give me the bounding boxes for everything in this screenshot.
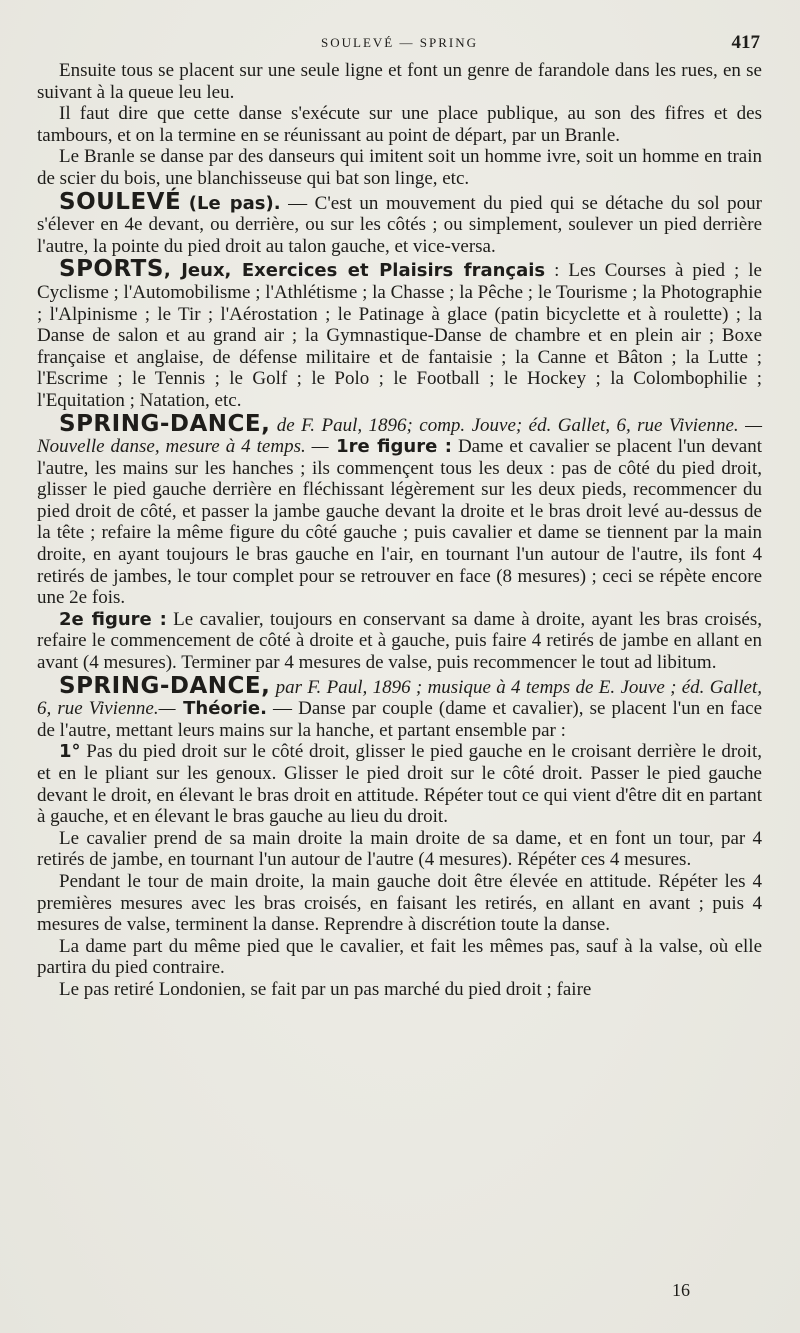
theorie-label: Théorie. <box>175 698 267 720</box>
entry-sports <box>37 256 762 411</box>
figure-2-label: 2e figure : <box>59 608 167 630</box>
headword-souleve-sub: (Le pas). <box>188 192 281 214</box>
headword-spring-dance-2: SPRING-DANCE, <box>59 672 271 699</box>
page-number: 417 <box>731 32 760 53</box>
entry-sports-text: : Les Courses à pied ; le Cyclisme ; l'Automobilisme ; l'Athlétisme ; la Chasse ; la Pêche ; le Tourisme ; la Photographie ; l'Alpinisme ; le Tir ; l'Aérostation ; le Patinage à glace (patin bicyclette et à roulette) ; la Danse de salon et au grand air ; la Gymnastique-Danse de chambre et en plein air ; Boxe française et anglaise, de défense militaire et de fantaisie ; la Canne et Bâton ; la Lutte ; l'Escrime ; le Tennis ; le Golf ; le Polo ; le Football ; le Hockey ; la Colombophilie ; l'Equitation ; Natation, etc. <box>37 260 762 411</box>
headword-sports-sub: , Jeux, Exercices et Plaisirs français <box>163 260 546 282</box>
paragraph-londonien: Le pas retiré Londonien, se fait par un pas marché du pied droit ; faire <box>59 978 592 1000</box>
step-1-label: 1° <box>59 741 81 763</box>
paragraph-figure-2 <box>37 609 762 674</box>
paragraph-branle: Le Branle se danse par des danseurs qui imitent soit un homme ivre, soit un homme en train de scier du bois, une blanchisseuse qui bat son linge, etc. <box>37 146 762 189</box>
paragraph-step-1 <box>37 741 762 827</box>
figure-1-label: 1re figure : <box>328 436 452 458</box>
step-1-text: Pas du pied droit sur le côté droit, glisser le pied gauche en le croisant derrière le droit, et en le pliant sur les genoux. Glisser le pied droit sur le côté droit. Passer le pied gauche devant le droit, en élevant le bras droit en attitude. Répéter tout ce qui vient d'être dit en partant à gauche, et en élevant le bras gauche au lieu du droit. <box>37 741 762 828</box>
body-text <box>37 60 762 1001</box>
entry-souleve-text: — C'est un mouvement du pied qui se détache du sol pour s'élever en 4e devant, ou derrière, ou sur les côtés ; ou simplement, soulever un pied derrière l'autre, la pointe du pied droit au talon gauche, et vice-versa. <box>37 192 763 257</box>
theorie-text: — Danse par couple (dame et cavalier), se placent l'un en face de l'autre, mettant leurs mains sur la hanche, et partant ensemble par : <box>37 698 763 741</box>
paragraph-cavalier: Le cavalier prend de sa main droite la main droite de sa dame, et en font un tour, par 4 retirés de jambe, en tournant l'un autour de l'autre (4 mesures). Répéter ces 4 mesures. <box>37 827 762 871</box>
paragraph-pendant: Pendant le tour de main droite, la main gauche doit être élevée en attitude. Répéter les 4 premières mesures avec les bras croisés, en faisant les retirés, en allant en avant ; puis 4 mesures de valse, terminent la danse. Reprendre à discrétion toute la danse. <box>37 870 762 936</box>
figure-2-text: Le cavalier, toujours en conservant sa dame à droite, ayant les bras croisés, refaire le commencement de côté à droite et à gauche, puis faire 4 retirés de jambe en allant en avant (4 mesures). Terminer par 4 mesures de valse, puis recommencer le tout ad libitum. <box>37 608 763 674</box>
headword-spring-dance-1: SPRING-DANCE, <box>59 410 271 437</box>
running-title: SOULEVÉ — SPRING <box>321 35 478 50</box>
signature-mark: 16 <box>672 1280 690 1300</box>
headword-sports: SPORTS <box>59 256 164 283</box>
paragraph-dame: La dame part du même pied que le cavalier, et fait les mêmes pas, sauf à la valse, où elle partira du pied contraire. <box>37 935 762 979</box>
headword-souleve: SOULEVÉ <box>59 188 182 215</box>
running-head <box>37 30 762 60</box>
entry-souleve <box>37 188 763 258</box>
spring-dance-2-citation: par F. Paul, 1896 ; musique à 4 temps de E. Jouve ; éd. Gallet, 6, rue Vivienne.— <box>37 676 762 720</box>
figure-1-text: Dame et cavalier se placent l'un devant l'autre, les mains sur les hanches ; ils commençent tous les deux : pas de côté du pied droit, glisser le pied gauche derrière en fléchissant légèrement sur les deux pieds, recommencer du pied droit de côté, et passer la jambe gauche devant la droite et le bras droit levé au-dessus de la tête ; refaire la même figure du côté gauche ; puis cavalier et dame se tiennent par la main droite, en ayant toujours le bras gauche en l'air, en tournant l'un autour de l'autre, ils font 4 retirés de jambes, le tour complet pour se retrouver en face (8 mesures) ; ceci se répète encore une 2e fois. <box>37 436 763 609</box>
spring-dance-1-citation: de F. Paul, 1896; comp. Jouve; éd. Gallet, 6, rue Vivienne. — Nouvelle danse, mesure à 4 temps. — <box>37 414 762 458</box>
paragraph-place-publique: Il faut dire que cette danse s'exécute sur une place publique, au son des fifres et des tambours, et on la termine en se réunissant au point de départ, par un Branle. <box>37 103 762 146</box>
entry-spring-dance-2 <box>37 672 763 742</box>
paragraph-farandole: Ensuite tous se placent sur une seule ligne et font un genre de farandole dans les rues, en se suivant à la queue leu leu. <box>37 60 762 103</box>
entry-spring-dance-1 <box>37 410 763 609</box>
